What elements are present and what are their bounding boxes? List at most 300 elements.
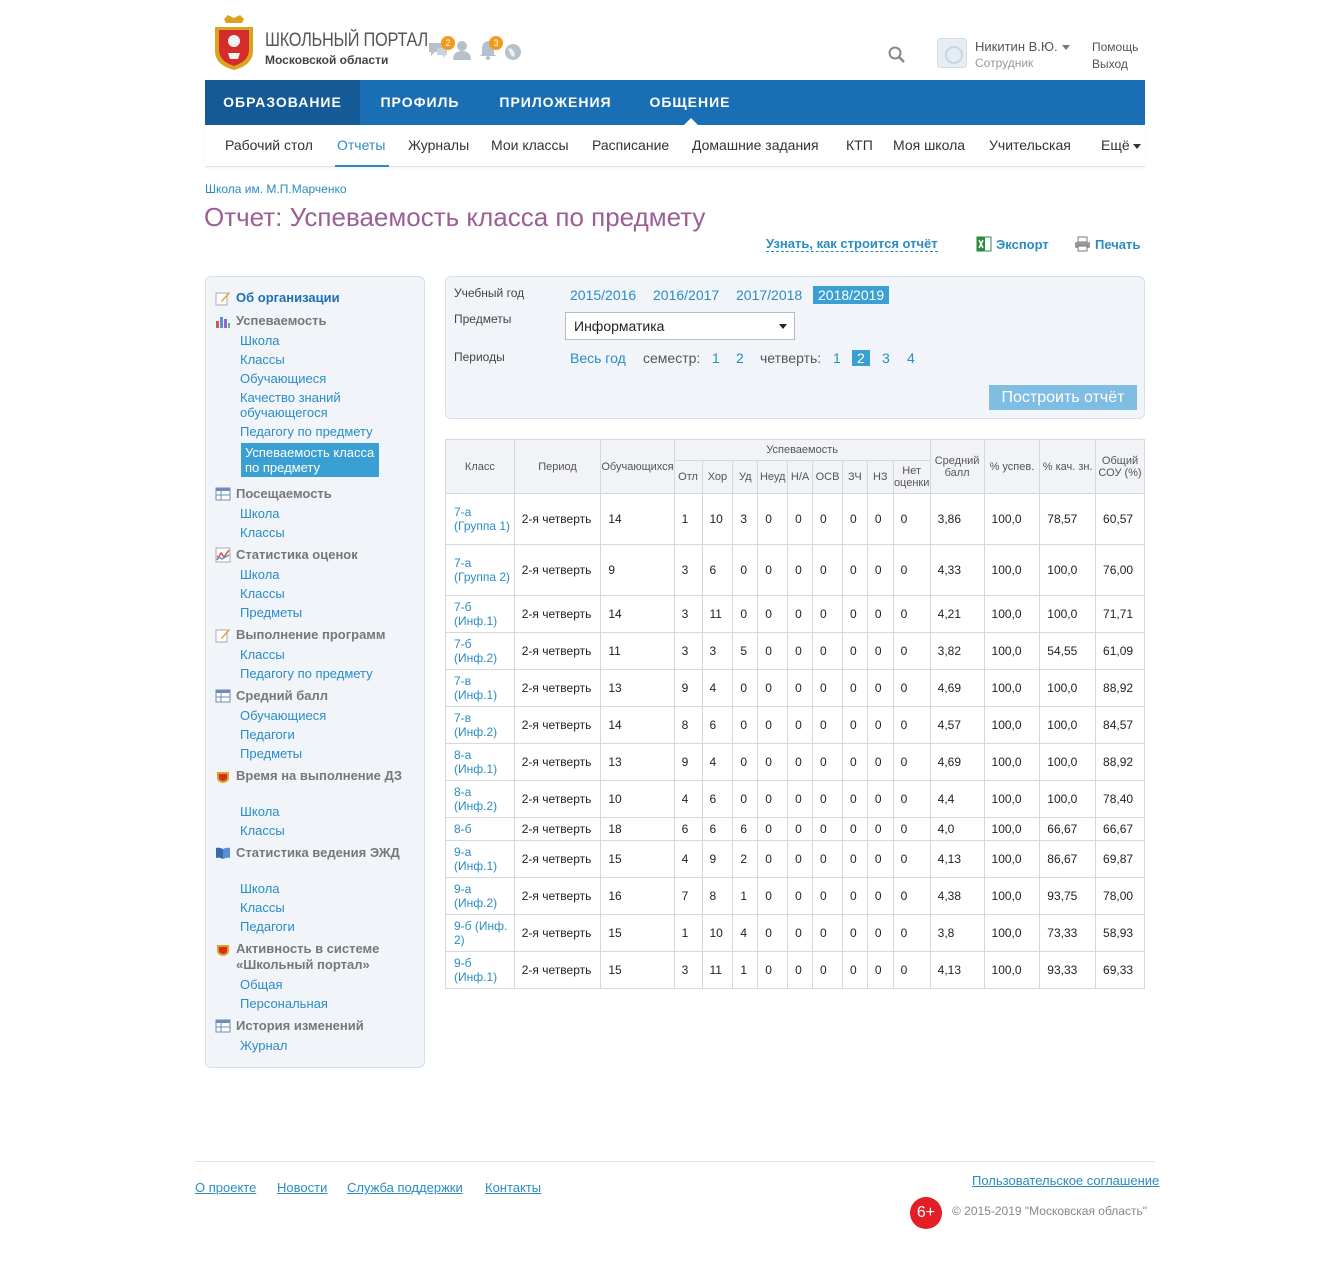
- person-icon: [453, 40, 471, 60]
- table-cell: 4: [733, 915, 758, 952]
- table-cell: 2-я четверть: [514, 670, 601, 707]
- col-period: Период: [514, 440, 601, 494]
- table-cell: 93,33: [1040, 952, 1096, 989]
- table-cell: 6: [702, 781, 733, 818]
- table-cell: 4,57: [930, 707, 984, 744]
- class-link[interactable]: 7-а (Группа 2): [446, 545, 515, 596]
- table-cell: 93,75: [1040, 878, 1096, 915]
- table-cell: 10: [702, 494, 733, 545]
- table-cell: 0: [758, 494, 788, 545]
- table-cell: 0: [867, 545, 893, 596]
- table-cell: 0: [842, 670, 867, 707]
- table-cell: 100,0: [984, 545, 1040, 596]
- sidebar-link-program-classes[interactable]: Классы: [240, 647, 285, 662]
- footer-link-contacts[interactable]: Контакты: [485, 1180, 542, 1195]
- table-cell: 100,0: [984, 707, 1040, 744]
- copyright: © 2015-2019 "Московская область": [952, 1204, 1147, 1218]
- footer-link-agreement[interactable]: Пользовательское соглашение: [972, 1173, 1160, 1188]
- sidebar-link-activity-general[interactable]: Общая: [240, 977, 283, 992]
- table-cell: 1: [674, 494, 702, 545]
- table-cell: 4,33: [930, 545, 984, 596]
- sidebar-section-performance[interactable]: Успеваемость: [215, 313, 408, 329]
- class-link[interactable]: 7-а (Группа 1): [446, 494, 515, 545]
- table-cell: 0: [758, 633, 788, 670]
- table-cell: 3,86: [930, 494, 984, 545]
- table-cell: 0: [893, 818, 930, 841]
- table-cell: 2-я четверть: [514, 707, 601, 744]
- class-link[interactable]: 8-а (Инф.1): [446, 744, 515, 781]
- sub-nav: [205, 125, 1145, 167]
- table-cell: 0: [813, 633, 843, 670]
- quarter-3[interactable]: 3: [882, 350, 890, 366]
- table-cell: 1: [674, 915, 702, 952]
- table-cell: 0: [893, 670, 930, 707]
- table-cell: 0: [867, 878, 893, 915]
- table-cell: 0: [788, 818, 813, 841]
- class-link[interactable]: 8-б: [446, 818, 515, 841]
- table-cell: 0: [893, 494, 930, 545]
- table-row: [446, 781, 1145, 818]
- sidebar-section-avg-mark[interactable]: Средний балл: [215, 688, 408, 704]
- subnav-journals[interactable]: Журналы: [408, 137, 470, 153]
- table-cell: 3,82: [930, 633, 984, 670]
- class-link[interactable]: 8-а (Инф.2): [446, 781, 515, 818]
- emblem-icon: [215, 768, 231, 784]
- sidebar-link-avg-students[interactable]: Обучающиеся: [240, 708, 327, 723]
- table-cell: 2-я четверть: [514, 915, 601, 952]
- table-cell: 0: [842, 952, 867, 989]
- portal-subtitle: Московской области: [265, 53, 389, 67]
- sidebar-link-ezhd-classes[interactable]: Классы: [240, 900, 285, 915]
- table-cell: 0: [893, 633, 930, 670]
- table-cell: 0: [867, 707, 893, 744]
- col-sou: Общий СОУ (%): [1096, 440, 1145, 494]
- subnav-more[interactable]: [1101, 137, 1141, 153]
- user-avatar[interactable]: [937, 38, 967, 68]
- table-cell: 0: [842, 707, 867, 744]
- table-cell: 0: [867, 818, 893, 841]
- footer: [195, 1161, 1155, 1162]
- table-cell: 4: [674, 781, 702, 818]
- sidebar-section-program[interactable]: Выполнение программ: [215, 627, 408, 643]
- table-cell: 0: [867, 670, 893, 707]
- sidebar-link-hw-classes[interactable]: Классы: [240, 823, 285, 838]
- table-cell: 0: [842, 494, 867, 545]
- table-cell: 0: [893, 915, 930, 952]
- search-icon[interactable]: [888, 46, 906, 64]
- footer-link-support[interactable]: Служба поддержки: [347, 1180, 463, 1195]
- class-link[interactable]: 7-б (Инф.2): [446, 633, 515, 670]
- table-cell: 0: [788, 915, 813, 952]
- class-link[interactable]: 9-а (Инф.2): [446, 878, 515, 915]
- table-cell: 100,0: [1040, 596, 1096, 633]
- table-cell: 4,0: [930, 818, 984, 841]
- table-cell: 14: [601, 494, 674, 545]
- table-cell: 76,00: [1096, 545, 1145, 596]
- table-cell: 2-я четверть: [514, 841, 601, 878]
- sidebar-section-homework-time[interactable]: Время на выполнение ДЗ: [215, 768, 408, 784]
- table-cell: 3: [674, 545, 702, 596]
- export-button[interactable]: [976, 236, 1049, 252]
- help-link[interactable]: Помощь: [1092, 40, 1139, 54]
- table-cell: 0: [813, 952, 843, 989]
- table-row: [446, 596, 1145, 633]
- table-cell: 0: [842, 818, 867, 841]
- table-cell: 3: [674, 596, 702, 633]
- col-neud: Неуд: [758, 461, 788, 494]
- user-role: Сотрудник: [975, 56, 1034, 70]
- table-cell: 100,0: [984, 633, 1040, 670]
- table-cell: 0: [758, 878, 788, 915]
- table-cell: 0: [788, 781, 813, 818]
- messages-button[interactable]: [427, 40, 449, 60]
- sidebar-link-attendance-school[interactable]: Школа: [240, 506, 280, 521]
- table-cell: 0: [842, 841, 867, 878]
- tab-profile[interactable]: ПРОФИЛЬ: [380, 94, 460, 110]
- table-cell: 100,0: [1040, 670, 1096, 707]
- contacts-button[interactable]: [453, 40, 471, 60]
- table-cell: 13: [601, 744, 674, 781]
- sidebar-link-performance-students[interactable]: Обучающиеся: [240, 371, 327, 386]
- table-cell: 11: [601, 633, 674, 670]
- class-link[interactable]: 9-а (Инф.1): [446, 841, 515, 878]
- col-pct-quality: % кач. зн.: [1040, 440, 1096, 494]
- portal-switch-button[interactable]: [504, 43, 522, 61]
- subject-label: Предметы: [454, 312, 512, 326]
- report-table-body: [446, 494, 1145, 989]
- sidebar-link-knowledge-quality[interactable]: Качество знаний обучающегося: [240, 390, 341, 420]
- table-cell: 0: [893, 878, 930, 915]
- chevron-down-icon: [1133, 144, 1141, 149]
- sidebar-section-history[interactable]: История изменений: [215, 1018, 408, 1034]
- quarter-label: четверть:: [760, 350, 822, 366]
- table-cell: 0: [758, 545, 788, 596]
- quarter-1[interactable]: 1: [833, 350, 841, 366]
- sidebar-link-program-teacher[interactable]: Педагогу по предмету: [240, 666, 373, 681]
- messages-badge: 2: [441, 36, 455, 50]
- subnav-reports[interactable]: Отчеты: [337, 137, 386, 153]
- subnav-homework[interactable]: Домашние задания: [692, 137, 819, 153]
- table-cell: 4,21: [930, 596, 984, 633]
- report-filter-panel: [445, 276, 1145, 419]
- table-cell: 8: [674, 707, 702, 744]
- table-cell: 0: [758, 744, 788, 781]
- subnav-desktop[interactable]: Рабочий стол: [225, 137, 313, 153]
- table-cell: 0: [867, 596, 893, 633]
- table-cell: 10: [702, 915, 733, 952]
- table-cell: 6: [702, 818, 733, 841]
- col-avg: Средний балл: [930, 440, 984, 494]
- tab-education[interactable]: ОБРАЗОВАНИЕ: [205, 80, 360, 125]
- table-cell: 14: [601, 707, 674, 744]
- table-cell: 100,0: [984, 878, 1040, 915]
- subnav-my-school[interactable]: Моя школа: [893, 137, 966, 153]
- table-cell: 0: [733, 545, 758, 596]
- col-zch: ЗЧ: [842, 461, 867, 494]
- table-cell: 15: [601, 952, 674, 989]
- table-cell: 11: [702, 952, 733, 989]
- line-chart-icon: [215, 547, 231, 563]
- sidebar-link-performance-classes[interactable]: Классы: [240, 352, 285, 367]
- table-row: [446, 878, 1145, 915]
- subject-value: Информатика: [574, 318, 665, 334]
- table-cell: 0: [813, 878, 843, 915]
- table-cell: 0: [842, 633, 867, 670]
- build-report-button[interactable]: Построить отчёт: [989, 385, 1137, 410]
- table-cell: 69,33: [1096, 952, 1145, 989]
- table-cell: 6: [674, 818, 702, 841]
- table-cell: 0: [758, 781, 788, 818]
- table-cell: 88,92: [1096, 670, 1145, 707]
- table-row: [446, 670, 1145, 707]
- class-link[interactable]: 7-в (Инф.1): [446, 670, 515, 707]
- table-cell: 2-я четверть: [514, 494, 601, 545]
- table-cell: 84,57: [1096, 707, 1145, 744]
- notifications-button[interactable]: [479, 40, 497, 60]
- table-cell: 0: [813, 670, 843, 707]
- table-cell: 0: [758, 915, 788, 952]
- more-label: Ещё: [1101, 137, 1130, 153]
- table-cell: 61,09: [1096, 633, 1145, 670]
- table-cell: 100,0: [984, 596, 1040, 633]
- pencil-note-icon: [215, 290, 231, 306]
- bar-chart-icon: [215, 313, 231, 329]
- table-cell: 0: [788, 744, 813, 781]
- active-tab-underline: [335, 165, 389, 167]
- table-cell: 0: [867, 744, 893, 781]
- user-menu[interactable]: [975, 39, 1070, 54]
- table-cell: 0: [893, 545, 930, 596]
- sidebar-section-ezhd-stats[interactable]: Статистика ведения ЭЖД: [215, 845, 408, 861]
- sidebar-section-mark-stats[interactable]: Статистика оценок: [215, 547, 408, 563]
- year-option-2015[interactable]: 2015/2016: [570, 287, 637, 303]
- table-cell: 0: [758, 952, 788, 989]
- reports-sidebar: [205, 276, 425, 1068]
- table-cell: 2-я четверть: [514, 545, 601, 596]
- table-cell: 6: [733, 818, 758, 841]
- table-cell: 0: [813, 707, 843, 744]
- class-link[interactable]: 7-в (Инф.2): [446, 707, 515, 744]
- table-cell: 2-я четверть: [514, 633, 601, 670]
- table-cell: 71,71: [1096, 596, 1145, 633]
- table-cell: 5: [733, 633, 758, 670]
- sidebar-link-stats-subjects[interactable]: Предметы: [240, 605, 303, 620]
- table-cell: 3: [674, 633, 702, 670]
- table-cell: 0: [733, 707, 758, 744]
- table-row: [446, 744, 1145, 781]
- sidebar-link-ezhd-teachers[interactable]: Педагоги: [240, 919, 295, 934]
- table-cell: 100,0: [984, 781, 1040, 818]
- table-cell: 1: [733, 952, 758, 989]
- table-icon: [215, 688, 231, 704]
- logout-link[interactable]: Выход: [1092, 57, 1128, 71]
- table-cell: 3: [674, 952, 702, 989]
- tab-apps[interactable]: ПРИЛОЖЕНИЯ: [499, 94, 612, 110]
- table-cell: 13: [601, 670, 674, 707]
- table-cell: 0: [813, 596, 843, 633]
- table-cell: 0: [842, 781, 867, 818]
- table-cell: 9: [674, 744, 702, 781]
- print-label: Печать: [1095, 237, 1141, 252]
- table-row: [446, 952, 1145, 989]
- excel-icon: [976, 236, 992, 252]
- table-cell: 58,93: [1096, 915, 1145, 952]
- table-cell: 0: [893, 744, 930, 781]
- table-cell: 0: [733, 596, 758, 633]
- col-na: Н/А: [788, 461, 813, 494]
- table-cell: 2-я четверть: [514, 596, 601, 633]
- chevron-down-icon: [1062, 45, 1070, 50]
- table-cell: 0: [813, 915, 843, 952]
- emblem-icon: [215, 941, 231, 957]
- dropdown-arrow-icon: [779, 324, 787, 329]
- main-nav: [205, 80, 1145, 125]
- subnav-teachers-room[interactable]: Учительская: [989, 137, 1071, 153]
- col-class: Класс: [446, 440, 515, 494]
- sidebar-link-avg-subjects[interactable]: Предметы: [240, 746, 303, 761]
- table-cell: 9: [601, 545, 674, 596]
- table-cell: 0: [813, 744, 843, 781]
- page-title: Отчет: Успеваемость класса по предмету: [204, 202, 706, 232]
- sidebar-section-organization[interactable]: Об организации: [215, 290, 408, 306]
- table-cell: 0: [893, 781, 930, 818]
- table-cell: 73,33: [1040, 915, 1096, 952]
- table-cell: 100,0: [1040, 545, 1096, 596]
- notifications-badge: 3: [489, 36, 503, 50]
- table-cell: 0: [842, 915, 867, 952]
- table-cell: 9: [674, 670, 702, 707]
- table-cell: 0: [733, 781, 758, 818]
- table-cell: 0: [788, 596, 813, 633]
- sidebar-link-avg-teachers[interactable]: Педагоги: [240, 727, 295, 742]
- footer-link-about[interactable]: О проекте: [195, 1180, 257, 1195]
- class-link[interactable]: 7-б (Инф.1): [446, 596, 515, 633]
- sidebar-link-teacher-subject[interactable]: Педагогу по предмету: [240, 424, 373, 439]
- col-nz: НЗ: [867, 461, 893, 494]
- table-cell: 100,0: [984, 494, 1040, 545]
- table-cell: 0: [893, 841, 930, 878]
- table-cell: 3: [733, 494, 758, 545]
- table-cell: 3,8: [930, 915, 984, 952]
- table-cell: 0: [867, 915, 893, 952]
- howto-link[interactable]: Узнать, как строится отчёт: [766, 236, 938, 251]
- table-row: [446, 545, 1145, 596]
- table-cell: 100,0: [984, 952, 1040, 989]
- table-cell: 0: [813, 818, 843, 841]
- table-cell: 0: [788, 952, 813, 989]
- semester-1[interactable]: 1: [712, 350, 720, 366]
- sidebar-link-attendance-classes[interactable]: Классы: [240, 525, 285, 540]
- subnav-my-classes[interactable]: Мои классы: [491, 137, 569, 153]
- age-rating-badge: 6+: [910, 1197, 942, 1229]
- globe-icon: [504, 43, 522, 61]
- table-cell: 78,57: [1040, 494, 1096, 545]
- sidebar-link-stats-school[interactable]: Школа: [240, 567, 280, 582]
- table-cell: 15: [601, 915, 674, 952]
- col-hor: Хор: [702, 461, 733, 494]
- table-cell: 4: [702, 670, 733, 707]
- portal-title: ШКОЛЬНЫЙ ПОРТАЛ: [265, 30, 429, 51]
- table-cell: 18: [601, 818, 674, 841]
- table-cell: 88,92: [1096, 744, 1145, 781]
- sidebar-link-hw-school[interactable]: Школа: [240, 804, 280, 819]
- sidebar-link-performance-school[interactable]: Школа: [240, 333, 280, 348]
- period-all-year[interactable]: Весь год: [570, 350, 626, 366]
- sidebar-link-stats-classes[interactable]: Классы: [240, 586, 285, 601]
- year-option-2018-selected[interactable]: 2018/2019: [813, 286, 889, 304]
- semester-2[interactable]: 2: [736, 350, 744, 366]
- table-cell: 4: [674, 841, 702, 878]
- table-cell: 66,67: [1040, 818, 1096, 841]
- class-link[interactable]: 9-б (Инф. 2): [446, 915, 515, 952]
- table-cell: 0: [813, 545, 843, 596]
- coat-of-arms-logo[interactable]: [211, 13, 257, 71]
- table-cell: 9: [702, 841, 733, 878]
- table-cell: 0: [733, 744, 758, 781]
- table-cell: 0: [788, 841, 813, 878]
- table-cell: 0: [788, 633, 813, 670]
- table-cell: 100,0: [984, 670, 1040, 707]
- table-cell: 16: [601, 878, 674, 915]
- table-cell: 0: [867, 781, 893, 818]
- table-cell: 7: [674, 878, 702, 915]
- table-cell: 2-я четверть: [514, 878, 601, 915]
- print-button[interactable]: [1074, 236, 1140, 252]
- table-cell: 0: [867, 841, 893, 878]
- table-cell: 100,0: [1040, 707, 1096, 744]
- table-cell: 0: [788, 878, 813, 915]
- col-group-performance: Успеваемость: [674, 440, 930, 461]
- export-label: Экспорт: [996, 237, 1049, 252]
- table-cell: 69,87: [1096, 841, 1145, 878]
- year-option-2016[interactable]: 2016/2017: [653, 287, 720, 303]
- sidebar-link-activity-personal[interactable]: Персональная: [240, 996, 328, 1011]
- table-cell: 2-я четверть: [514, 818, 601, 841]
- class-link[interactable]: 9-б (Инф.1): [446, 952, 515, 989]
- sidebar-link-ezhd-school[interactable]: Школа: [240, 881, 280, 896]
- breadcrumb[interactable]: Школа им. М.П.Марченко: [205, 182, 347, 196]
- col-students: Обучающихся: [601, 440, 674, 494]
- table-cell: 0: [867, 494, 893, 545]
- table-cell: 0: [733, 670, 758, 707]
- footer-link-news[interactable]: Новости: [277, 1180, 328, 1195]
- sidebar-link-class-subject-current[interactable]: Успеваемость класса по предмету: [241, 443, 379, 477]
- subnav-schedule[interactable]: Расписание: [592, 137, 670, 153]
- tab-communication[interactable]: ОБЩЕНИЕ: [649, 94, 731, 110]
- year-option-2017[interactable]: 2017/2018: [736, 287, 803, 303]
- table-cell: 2-я четверть: [514, 952, 601, 989]
- table-cell: 0: [867, 633, 893, 670]
- sidebar-section-attendance[interactable]: Посещаемость: [215, 486, 408, 502]
- quarter-4[interactable]: 4: [907, 350, 915, 366]
- table-cell: 4,69: [930, 744, 984, 781]
- sidebar-link-history-journal[interactable]: Журнал: [240, 1038, 288, 1053]
- table-cell: 4,69: [930, 670, 984, 707]
- table-cell: 0: [893, 707, 930, 744]
- table-cell: 54,55: [1040, 633, 1096, 670]
- table-cell: 0: [842, 596, 867, 633]
- table-cell: 2-я четверть: [514, 781, 601, 818]
- subnav-ktp[interactable]: КТП: [846, 137, 873, 153]
- report-table: [445, 439, 1145, 989]
- table-row: [446, 707, 1145, 744]
- quarter-2-selected[interactable]: 2: [852, 350, 870, 366]
- table-cell: 0: [813, 781, 843, 818]
- table-cell: 0: [813, 494, 843, 545]
- table-cell: 100,0: [1040, 744, 1096, 781]
- sidebar-section-activity[interactable]: Активность в системе «Школьный портал»: [215, 941, 408, 973]
- subject-select[interactable]: [565, 312, 795, 340]
